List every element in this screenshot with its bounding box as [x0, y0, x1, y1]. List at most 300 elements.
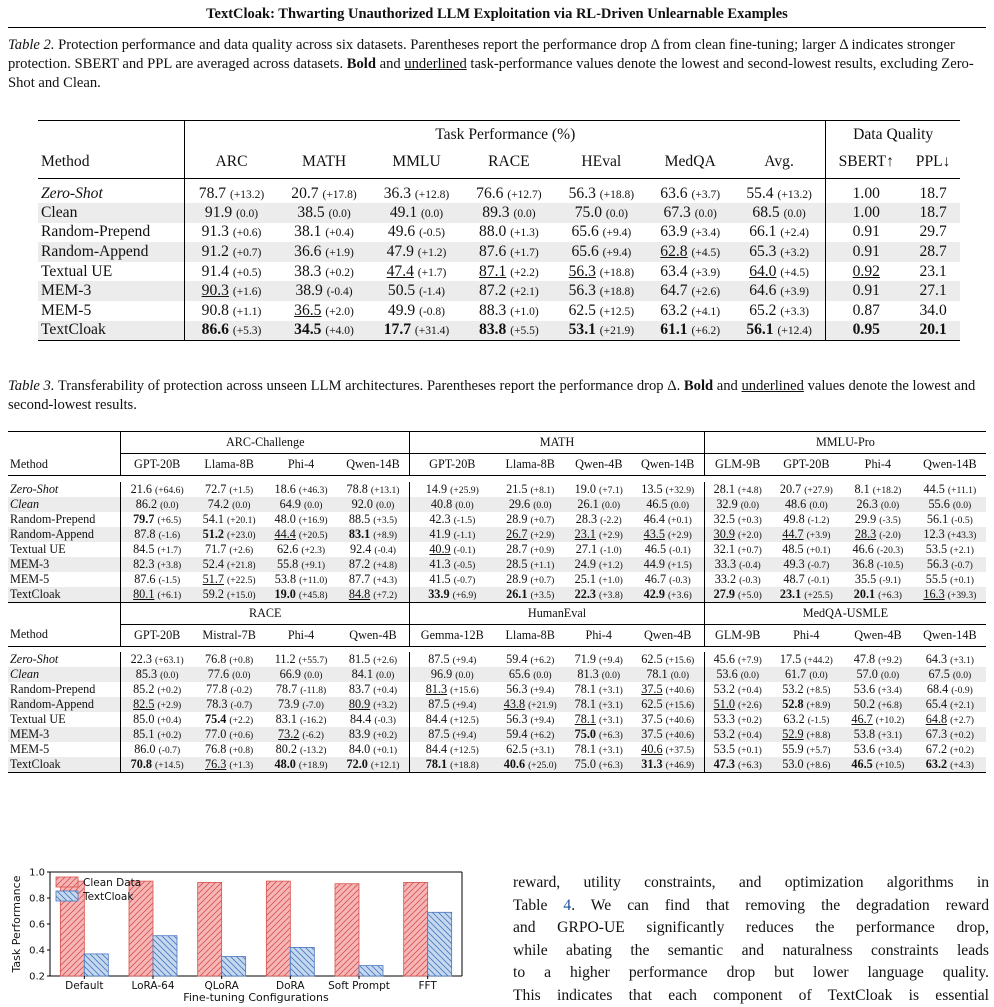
- cell-value: 40.9: [429, 541, 451, 556]
- cell-delta: (+18.8): [450, 760, 479, 771]
- cell-delta: (+12.5): [450, 715, 479, 726]
- cell-value: 59.4: [506, 727, 528, 741]
- table-row: [8, 542, 986, 557]
- table-cell: [704, 557, 770, 572]
- table-cell: [410, 712, 495, 727]
- caption-text: and: [375, 56, 405, 72]
- table-cell: [842, 682, 914, 697]
- cell-delta: (+9.4): [602, 246, 632, 259]
- x-tick-label: FFT: [418, 980, 437, 992]
- cell-value: 52.4: [202, 556, 224, 571]
- caption-text: values denote the lowest and second-lowest results.: [8, 378, 976, 413]
- cell-value: 73.9: [278, 697, 300, 711]
- cell-value: 24.9: [574, 556, 596, 571]
- cell-delta: (0.0): [670, 670, 690, 681]
- cell-value: 92.4: [350, 541, 372, 556]
- cell-value: 78.1: [425, 757, 448, 771]
- cell-delta: (+2.1): [950, 544, 974, 556]
- table-row: [8, 512, 986, 527]
- cell-delta: (+9.4): [599, 655, 623, 666]
- cell-value: 85.0: [133, 712, 155, 726]
- cell-value: 85.2: [133, 682, 155, 696]
- cell-delta: (+2.6): [691, 286, 721, 299]
- cell-value: 65.6: [571, 223, 599, 241]
- table-cell: [826, 179, 906, 204]
- cell-value: 46.6: [852, 541, 874, 556]
- group-header-row: [8, 432, 986, 454]
- cell-delta: (+3.4): [691, 227, 721, 240]
- row-method: Textual UE: [10, 712, 66, 726]
- cell-value: 28.7: [506, 541, 528, 556]
- cell-value: 28.9: [506, 511, 528, 526]
- cell-value: 8.1: [854, 481, 870, 496]
- row-method: Clean: [8, 497, 121, 512]
- column-header: Llama-8B: [505, 627, 555, 642]
- cell-delta: (0.0): [670, 499, 690, 511]
- cell-delta: (0.0): [513, 207, 536, 220]
- table-cell: [566, 542, 632, 557]
- cell-delta: (+21.8): [227, 559, 256, 571]
- cell-delta: (+11.0): [299, 574, 328, 586]
- cell-value: 47.4: [386, 262, 414, 280]
- table-cell: [193, 742, 265, 757]
- cell-value: 55.8: [276, 556, 299, 571]
- cell-value: 47.9: [386, 242, 414, 260]
- body-line: to a higher performance drop but lower language quality.: [513, 964, 989, 982]
- cell-value: 84.4: [425, 712, 448, 726]
- cell-delta: (+7.9): [738, 655, 762, 666]
- cell-delta: (+3.9): [691, 266, 721, 279]
- bar-textcloak: [290, 947, 314, 976]
- table-cell: [555, 321, 647, 341]
- table-cell: [704, 727, 770, 742]
- cell-value: 55.6: [928, 496, 950, 511]
- cell-value: 64.8: [925, 712, 948, 726]
- cell-value: 78.7: [198, 185, 227, 202]
- cell-value: 29.9: [854, 511, 877, 526]
- cell-value: 13.5: [641, 481, 663, 496]
- table-cell: [914, 512, 986, 527]
- cell-value: 62.5: [641, 697, 663, 711]
- table-cell: [826, 223, 906, 243]
- cell-value: 31.3: [641, 757, 663, 771]
- cell-delta: (+2.9): [599, 529, 623, 541]
- caption-text: Transferability of protection across unseen LLM architectures. Parentheses report the performance drop Δ.: [54, 378, 684, 394]
- cell-value: 18.7: [919, 185, 947, 202]
- cell-value: 28.1: [713, 481, 735, 496]
- column-header: MATH: [301, 153, 347, 171]
- cell-delta: (+5.5): [510, 325, 539, 338]
- cell-value: 57.0: [856, 667, 878, 681]
- cell-value: 47.8: [853, 652, 876, 666]
- cell-delta: (+2.6): [738, 700, 762, 711]
- cell-value: 21.6: [130, 481, 152, 496]
- table-cell: [771, 497, 843, 512]
- cell-value: 53.3: [713, 712, 735, 726]
- cell-delta: (-0.1): [669, 544, 691, 556]
- table-cell: [185, 179, 278, 204]
- cell-value: 63.9: [660, 223, 688, 241]
- table-cell: [914, 482, 986, 497]
- table-cell: [733, 301, 826, 321]
- table-cell: [914, 542, 986, 557]
- cell-delta: (-1.6): [158, 529, 181, 541]
- cell-delta: (-0.3): [374, 715, 396, 726]
- cell-delta: (-0.7): [158, 745, 181, 756]
- table-cell: [704, 652, 770, 667]
- cell-delta: (+0.2): [157, 685, 182, 696]
- cell-value: 51.2: [202, 526, 224, 541]
- table-cell: [914, 652, 986, 667]
- table-cell: [193, 497, 265, 512]
- cell-value: 78.1: [574, 682, 596, 696]
- cell-value: 46.5: [646, 496, 668, 511]
- table-cell: [632, 652, 705, 667]
- table-cell: [733, 203, 826, 223]
- table-cell: [410, 652, 495, 667]
- cell-delta: (+2.9): [667, 529, 692, 541]
- cell-delta: (+0.2): [325, 266, 354, 279]
- table-cell: [410, 742, 495, 757]
- cell-value: 87.7: [348, 571, 371, 586]
- cell-delta: (+18.2): [872, 484, 902, 496]
- cell-delta: (+3.1): [599, 700, 623, 711]
- table-cell: [193, 527, 265, 542]
- cell-value: 71.7: [205, 541, 227, 556]
- cell-value: 20.1: [853, 586, 876, 601]
- cell-delta: (+15.6): [450, 685, 479, 696]
- cell-delta: (-0.1): [807, 574, 830, 586]
- cell-value: 92.0: [351, 496, 373, 511]
- cell-value: 67.5: [928, 667, 950, 681]
- table-cell: [914, 742, 986, 757]
- cell-value: 29.6: [508, 496, 531, 511]
- cell-delta: (+1.2): [417, 246, 447, 259]
- row-method: Random-Append: [8, 527, 121, 542]
- table-row: [8, 742, 986, 757]
- cell-delta: (0.0): [809, 499, 828, 511]
- cell-value: 56.3: [568, 185, 596, 202]
- cell-delta: (0.0): [533, 670, 552, 681]
- y-tick-label: 0.2: [29, 971, 45, 983]
- finetuning-bar-chart: [0, 858, 470, 1007]
- cell-delta: (0.0): [601, 499, 621, 511]
- cell-value: 0.91: [852, 242, 880, 260]
- cell-delta: (+0.3): [738, 514, 762, 526]
- cell-value: 65.4: [925, 697, 948, 711]
- table-cell: [842, 742, 914, 757]
- table-cell: [185, 242, 278, 262]
- cell-delta: (+18.8): [599, 189, 635, 201]
- cell-delta: (+6.3): [738, 760, 762, 771]
- cell-delta: (+9.4): [530, 715, 555, 726]
- row-method: Clean: [38, 203, 185, 223]
- column-header: GPT-20B: [410, 454, 495, 476]
- table-cell: [121, 727, 193, 742]
- cell-delta: (-1.5): [453, 514, 476, 526]
- table-cell: [463, 281, 555, 301]
- cell-value: 0.91: [852, 223, 880, 241]
- body-paragraph: [513, 872, 989, 1007]
- cell-value: 0.87: [852, 301, 880, 319]
- cell-value: 0.91: [852, 282, 880, 300]
- cell-delta: (+4.3): [950, 760, 974, 771]
- table-cell: [410, 727, 495, 742]
- table-row: [38, 321, 960, 341]
- table-row: [38, 301, 960, 321]
- cell-value: 48.5: [782, 541, 804, 556]
- cell-delta: (-0.7): [453, 574, 476, 586]
- cell-value: 53.2: [713, 727, 735, 741]
- table-cell: [842, 497, 914, 512]
- cell-value: 49.3: [783, 556, 805, 571]
- row-method: Random-Append: [38, 242, 185, 262]
- table-cell: [193, 512, 265, 527]
- cell-delta: (+6.1): [157, 589, 182, 601]
- cell-value: 84.4: [425, 742, 448, 756]
- cell-delta: (+0.4): [325, 227, 354, 240]
- table-cell: [826, 203, 906, 223]
- cell-value: 76.8: [205, 742, 227, 756]
- table-cell: [648, 203, 733, 223]
- table-cell: [121, 682, 193, 697]
- table-cell: [704, 712, 770, 727]
- table-cell: [121, 742, 193, 757]
- cell-value: 44.4: [274, 526, 296, 541]
- table-cell: [337, 712, 410, 727]
- cell-value: 53.5: [713, 742, 735, 756]
- cell-delta: (+40.6): [665, 715, 695, 726]
- table-cell: [494, 527, 566, 542]
- header-row: [8, 454, 986, 476]
- cell-value: 36.3: [383, 185, 412, 202]
- cell-value: 53.6: [853, 742, 876, 756]
- table-cell: [632, 757, 705, 773]
- table-cell: [704, 497, 770, 512]
- cell-delta: (+2.6): [373, 655, 398, 666]
- cell-delta: (+8.9): [806, 700, 831, 711]
- cell-value: 80.9: [348, 697, 371, 711]
- cell-value: 37.5: [641, 712, 663, 726]
- cell-delta: (+2.0): [738, 529, 762, 541]
- table-cell: [733, 281, 826, 301]
- column-header: Phi-4: [287, 457, 315, 471]
- table-cell: [704, 482, 770, 497]
- table-cell: [555, 203, 647, 223]
- x-tick-label: QLoRA: [204, 980, 239, 992]
- cell-delta: (+14.5): [155, 760, 184, 771]
- cell-delta: (+3.1): [530, 745, 555, 756]
- table-cell: [410, 542, 495, 557]
- cell-delta: (+1.9): [325, 246, 354, 259]
- cell-delta: (0.0): [783, 207, 806, 220]
- table-cell: [842, 512, 914, 527]
- table-cell: [906, 203, 960, 223]
- column-header: Method: [10, 627, 48, 642]
- cell-delta: (+13.1): [370, 484, 400, 496]
- table-cell: [914, 757, 986, 773]
- cell-value: 19.0: [574, 481, 596, 496]
- cell-value: 32.5: [713, 511, 735, 526]
- cell-value: 77.0: [205, 727, 227, 741]
- row-method: Textual UE: [41, 262, 113, 280]
- table-cell: [121, 557, 193, 572]
- column-header: HEval: [581, 153, 622, 171]
- table-cell: [265, 497, 337, 512]
- cell-value: 44.9: [643, 556, 665, 571]
- table-cell: [906, 321, 960, 341]
- cell-delta: (0.0): [160, 670, 179, 681]
- y-tick-label: 0.8: [29, 893, 45, 905]
- table-cell: [648, 301, 733, 321]
- cell-delta: (+3.1): [950, 655, 974, 666]
- cell-delta: (+12.5): [450, 745, 479, 756]
- cell-value: 88.3: [479, 301, 507, 319]
- cell-delta: (+1.1): [530, 559, 555, 571]
- table-cell: [906, 179, 960, 204]
- table-cell: [337, 557, 410, 572]
- table-cell: [265, 712, 337, 727]
- table-row: [38, 203, 960, 223]
- cell-value: 55.5: [925, 571, 948, 586]
- table-cell: [121, 482, 193, 497]
- row-method: Zero-Shot: [10, 652, 59, 666]
- cell-value: 86.2: [135, 496, 158, 511]
- row-method: TextCloak: [8, 587, 121, 603]
- table-cell: [463, 223, 555, 243]
- cell-value: 87.6: [479, 242, 507, 260]
- cell-value: 87.5: [428, 727, 450, 741]
- cell-delta: (+0.7): [530, 574, 555, 586]
- header-row: [8, 624, 986, 646]
- table-cell: [265, 757, 337, 773]
- table-cell: [121, 587, 193, 603]
- cell-value: 59.2: [202, 586, 224, 601]
- cell-delta: (+44.2): [804, 655, 833, 666]
- cell-value: 51.7: [202, 571, 224, 586]
- cell-delta: (+18.9): [298, 760, 328, 771]
- cell-value: 1.00: [852, 185, 880, 202]
- group-header: RACE: [121, 602, 410, 624]
- cell-value: 70.8: [130, 757, 152, 771]
- cell-delta: (0.0): [232, 670, 251, 681]
- bar-textcloak: [84, 954, 108, 976]
- cell-value: 26.3: [856, 496, 878, 511]
- cell-value: 62.8: [660, 242, 688, 260]
- table-cell: [265, 697, 337, 712]
- group-header-row: [8, 602, 986, 624]
- cell-value: 53.6: [716, 667, 738, 681]
- cell-delta: (+4.5): [691, 246, 721, 259]
- cell-delta: (+0.2): [738, 715, 762, 726]
- cell-delta: (0.0): [952, 499, 972, 511]
- cell-delta: (+8.8): [806, 730, 831, 741]
- table-cell: [704, 742, 770, 757]
- table-cell: [494, 667, 566, 682]
- cell-value: 66.9: [279, 667, 301, 681]
- caption-underlined: underlined: [404, 56, 467, 72]
- table-cell: [566, 757, 632, 773]
- table-cell: [265, 682, 337, 697]
- table-cell: [185, 301, 278, 321]
- table-row: [8, 572, 986, 587]
- table-cell: [842, 482, 914, 497]
- cell-delta: (+4.8): [373, 559, 398, 571]
- column-header: Qwen-4B: [575, 457, 623, 471]
- table-cell: [278, 301, 370, 321]
- cell-value: 55.9: [782, 742, 804, 756]
- table-cell: [193, 712, 265, 727]
- table-cell: [193, 482, 265, 497]
- row-method: TextCloak: [38, 321, 185, 341]
- table-cell: [566, 482, 632, 497]
- cell-value: 79.7: [133, 511, 155, 526]
- column-header: GLM-9B: [704, 624, 770, 646]
- cell-value: 64.6: [749, 282, 777, 300]
- table-cell: [704, 697, 770, 712]
- table-reference-link[interactable]: 4: [563, 896, 572, 914]
- cell-delta: (+9.4): [452, 700, 477, 711]
- cell-value: 36.5: [294, 301, 322, 319]
- cell-value: 45.6: [713, 652, 735, 666]
- cell-delta: (+5.0): [738, 589, 762, 601]
- cell-delta: (-0.9): [951, 685, 973, 696]
- cell-value: 56.3: [568, 262, 596, 280]
- table-cell: [370, 203, 462, 223]
- cell-value: 27.1: [575, 541, 598, 556]
- table-cell: [494, 757, 566, 773]
- row-method: Random-Prepend: [10, 682, 96, 696]
- table-cell: [265, 557, 337, 572]
- cell-delta: (+2.7): [950, 715, 974, 726]
- cell-value: 49.6: [387, 223, 416, 241]
- table-cell: [842, 697, 914, 712]
- caption-text: and: [713, 378, 742, 394]
- table-cell: [337, 652, 410, 667]
- cell-value: 53.6: [853, 682, 876, 696]
- cell-value: 75.0: [574, 203, 603, 221]
- cell-delta: (+1.2): [599, 559, 623, 571]
- y-tick-label: 1.0: [29, 867, 45, 879]
- cell-value: 91.3: [201, 223, 229, 241]
- table-cell: [733, 179, 826, 204]
- table-cell: [771, 572, 843, 587]
- cell-delta: (+13.2): [777, 189, 812, 201]
- cell-delta: (+6.5): [157, 514, 182, 526]
- table-cell: [842, 652, 914, 667]
- cell-value: 35.5: [854, 571, 877, 586]
- table-cell: [566, 512, 632, 527]
- y-tick-label: 0.6: [29, 919, 45, 931]
- cell-value: 83.7: [348, 682, 371, 696]
- table-cell: [566, 652, 632, 667]
- column-header: Phi-4: [287, 627, 315, 642]
- cell-delta: (+4.0): [325, 325, 354, 338]
- cell-value: 61.1: [660, 321, 688, 339]
- cell-delta: (+0.5): [232, 266, 262, 279]
- cell-value: 17.5: [779, 652, 802, 666]
- cell-delta: (+12.4): [777, 325, 812, 338]
- cell-value: 64.9: [279, 496, 301, 511]
- bar-clean-data: [266, 881, 290, 976]
- cell-value: 71.9: [574, 652, 596, 666]
- cell-value: 43.8: [503, 697, 526, 711]
- cell-value: 53.8: [853, 727, 876, 741]
- cell-value: 33.3: [714, 556, 737, 571]
- table-cell: [265, 572, 337, 587]
- cell-delta: (-16.2): [300, 715, 327, 726]
- cell-value: 78.8: [346, 481, 368, 496]
